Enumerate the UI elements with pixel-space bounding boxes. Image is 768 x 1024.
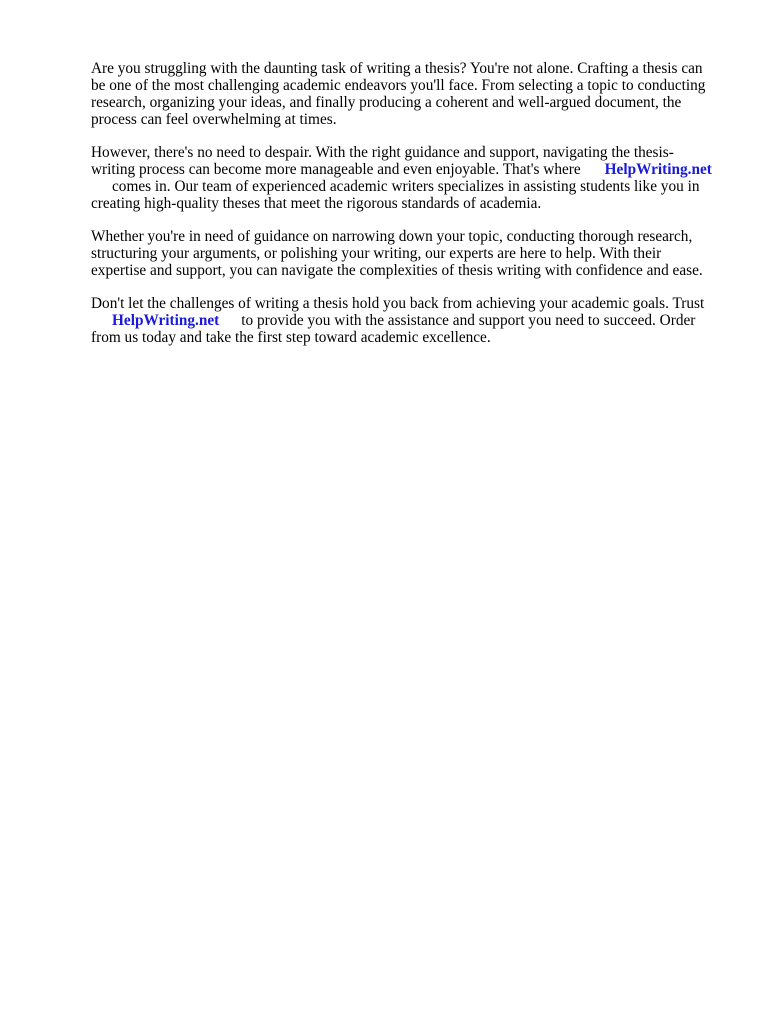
paragraph-2-line-1: However, there's no need to despair. With the right guidance and support, navigating the thesis- bbox=[91, 144, 674, 161]
paragraph-3-line-1: Whether you're in need of guidance on narrowing down your topic, conducting thorough research, bbox=[91, 228, 693, 245]
paragraph-4-line-1: Don't let the challenges of writing a thesis hold you back from achieving your academic goals. Trust bbox=[91, 295, 705, 312]
paragraph-2-line-3: comes in. Our team of experienced academic writers specializes in assisting students like you in bbox=[112, 178, 700, 195]
paragraph-4-line-3: from us today and take the first step toward academic excellence. bbox=[91, 329, 491, 346]
paragraph-2 bbox=[91, 144, 731, 212]
paragraph-4-line-2 bbox=[91, 312, 731, 329]
paragraph-1-line-1: Are you struggling with the daunting task of writing a thesis? You're not alone. Crafting a thesis can bbox=[91, 60, 703, 77]
helpwriting-link[interactable]: HelpWriting.net bbox=[604, 161, 712, 178]
paragraph-4 bbox=[91, 295, 731, 346]
paragraph-2-line-2 bbox=[91, 161, 731, 178]
paragraph-3 bbox=[91, 228, 731, 279]
paragraph-1-line-4: process can feel overwhelming at times. bbox=[91, 111, 337, 128]
helpwriting-link-2[interactable]: HelpWriting.net bbox=[112, 312, 220, 329]
paragraph-3-line-2: structuring your arguments, or polishing your writing, our experts are here to help. With their bbox=[91, 245, 662, 262]
paragraph-2-line-2-text: writing process can become more manageable and even enjoyable. That's where bbox=[91, 161, 581, 178]
paragraph-1-line-2: be one of the most challenging academic endeavors you'll face. From selecting a topic to conducting bbox=[91, 77, 706, 94]
paragraph-2-line-4: creating high-quality theses that meet the rigorous standards of academia. bbox=[91, 195, 542, 212]
paragraph-3-line-3: expertise and support, you can navigate the complexities of thesis writing with confidence and ease. bbox=[91, 262, 703, 279]
paragraph-4-line-2-text: to provide you with the assistance and support you need to succeed. Order bbox=[241, 312, 696, 329]
paragraph-1 bbox=[91, 60, 731, 128]
paragraph-1-line-3: research, organizing your ideas, and finally producing a coherent and well-argued document, the bbox=[91, 94, 682, 111]
document-body bbox=[91, 60, 731, 362]
